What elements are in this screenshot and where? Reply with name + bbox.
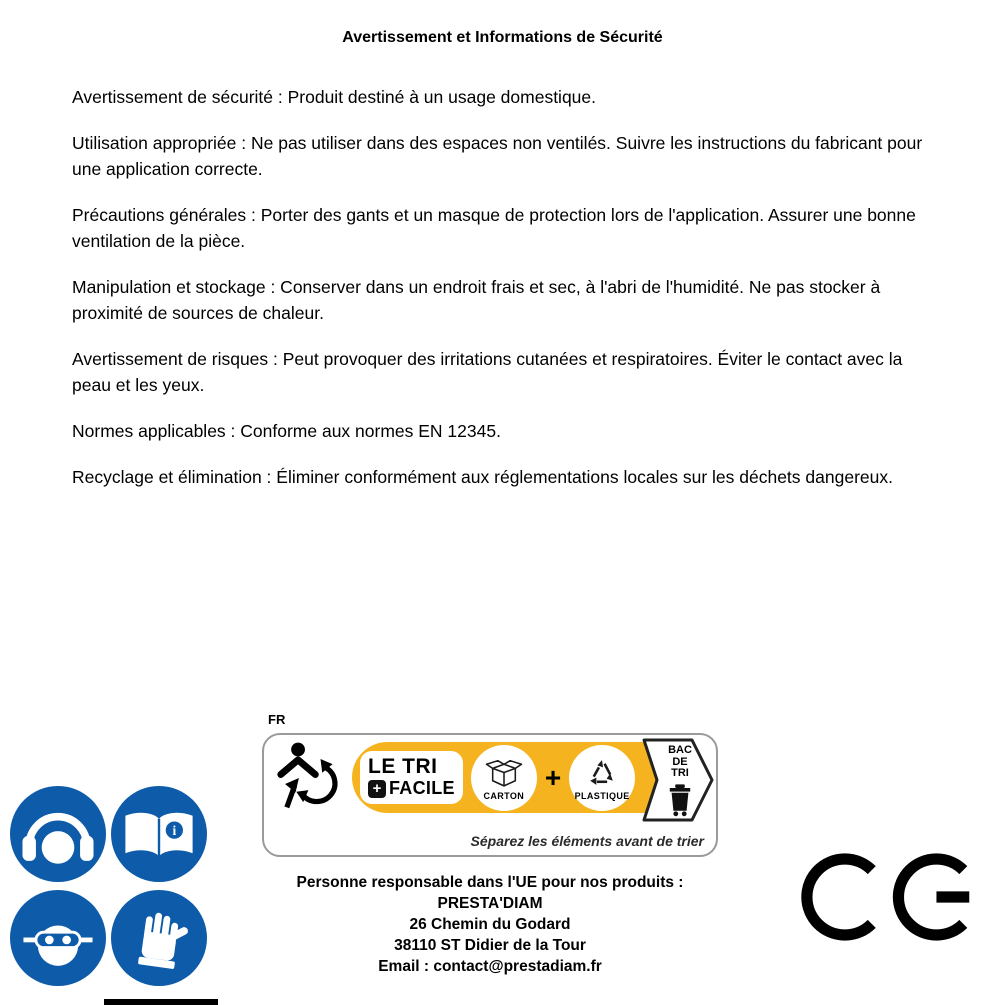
bac-de-tri-chevron: [642, 738, 714, 822]
responsible-intro: Personne responsable dans l'UE pour nos produits :: [296, 874, 684, 891]
cropped-bottom-element: [104, 999, 218, 1005]
facile-text: FACILE: [389, 778, 455, 798]
read-instruction-manual-icon: [111, 786, 207, 882]
safety-paragraphs: [72, 84, 946, 510]
ear-protection-picto: [10, 786, 106, 882]
info-tri-logo: [262, 733, 718, 857]
safety-paragraph: Recyclage et élimination : Éliminer conformément aux réglementations locales sur les déchets dangereux.: [72, 467, 893, 487]
plastic-recycle-icon: [576, 754, 628, 790]
ce-marking-icon: [800, 851, 990, 943]
info-glyph: i: [172, 822, 177, 838]
bac-text: BAC: [668, 744, 692, 756]
sorting-tagline: Séparez les éléments avant de trier: [470, 833, 704, 849]
address-line-1: 26 Chemin du Godard: [409, 916, 571, 933]
safety-paragraph: Avertissement de risques : Peut provoquer des irritations cutanées et respiratoires. Éviter le contact avec la peau et les yeux.: [72, 349, 903, 395]
triman-icon: [272, 740, 350, 822]
carton-label: CARTON: [483, 791, 525, 801]
de-text: DE: [672, 755, 688, 768]
bac-de-tri-content: [656, 745, 704, 823]
wear-protective-gloves-icon: [111, 890, 207, 986]
sorting-bin-icon: [664, 782, 696, 818]
safety-paragraph: Manipulation et stockage : Conserver dans un endroit frais et sec, à l'abri de l'humidité. Ne pas stocker à proximité de sources de chaleur.: [72, 277, 881, 323]
email-line: Email : contact@prestadiam.fr: [378, 958, 602, 975]
carton-material-circle: [471, 745, 537, 811]
le-tri-facile-label: [360, 751, 463, 804]
read-manual-picto: [111, 786, 207, 882]
wear-ear-protection-icon: [10, 786, 106, 882]
plus-box-icon: +: [368, 780, 386, 798]
safety-paragraph: Avertissement de sécurité : Produit destiné à un usage domestique.: [72, 87, 597, 107]
safety-paragraph: Utilisation appropriée : Ne pas utiliser dans des espaces non ventilés. Suivre les instructions du fabricant pour une application correcte.: [72, 133, 923, 179]
info-tri-band: [352, 742, 682, 813]
safety-paragraph: Précautions générales : Porter des gants et un masque de protection lors de l'application. Assurer une bonne ventilation de la pièce.: [72, 205, 916, 251]
mandatory-pictograms: [10, 786, 207, 986]
ce-marking: [800, 851, 990, 943]
tri-text: TRI: [671, 767, 689, 779]
address-line-2: 38110 ST Didier de la Tour: [394, 937, 586, 954]
materials-plus: +: [544, 761, 562, 793]
plastique-label: PLASTIQUE: [574, 791, 630, 801]
page-title: Avertissement et Informations de Sécurité: [342, 29, 663, 46]
wear-eye-protection-icon: [10, 890, 106, 986]
gloves-picto: [111, 890, 207, 986]
company-name: PRESTA'DIAM: [437, 895, 543, 912]
safety-paragraph: Normes applicables : Conforme aux normes EN 12345.: [72, 421, 501, 441]
carton-box-icon: [478, 754, 530, 790]
country-code-label: FR: [268, 712, 286, 727]
eu-contact-block: [262, 872, 718, 977]
plastique-material-circle: [569, 745, 635, 811]
le-tri-text: LE TRI: [368, 755, 438, 778]
eye-protection-picto: [10, 890, 106, 986]
